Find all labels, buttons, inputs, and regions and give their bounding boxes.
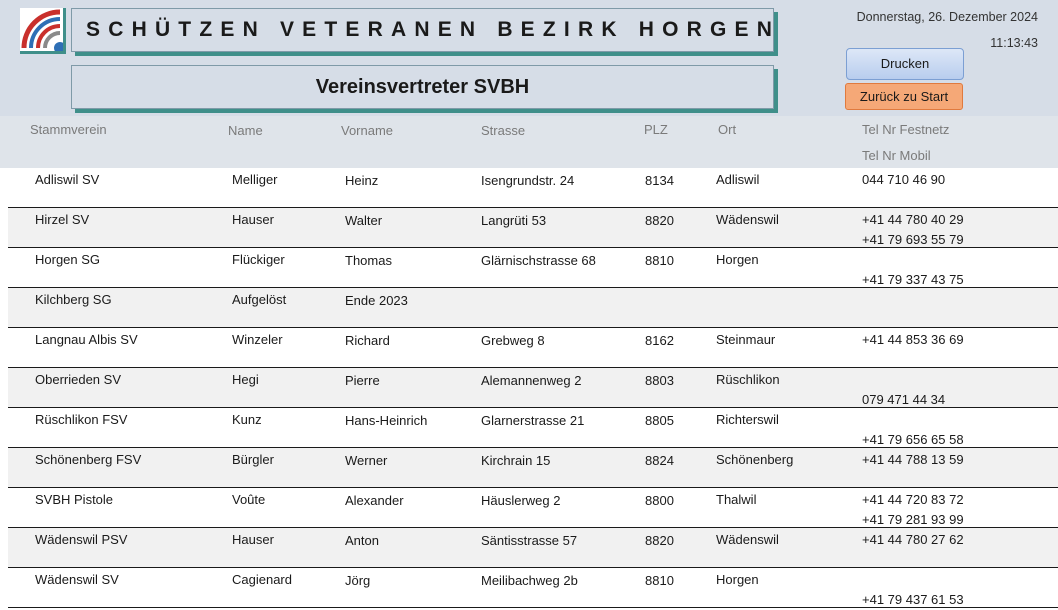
cell-ort: Wädenswil <box>716 532 779 547</box>
cell-stammverein: Schönenberg FSV <box>35 452 142 467</box>
cell-name: Kunz <box>232 412 262 427</box>
cell-name: Hauser <box>232 532 274 547</box>
cell-name: Winzeler <box>232 332 283 347</box>
cell-plz: 8162 <box>645 333 674 348</box>
cell-stammverein: Wädenswil PSV <box>35 532 128 547</box>
cell-mobil: +41 79 337 43 75 <box>862 272 964 287</box>
cell-vorname: Alexander <box>345 493 404 508</box>
current-date: Donnerstag, 26. Dezember 2024 <box>856 10 1038 24</box>
cell-strasse: Glarnerstrasse 21 <box>481 413 585 428</box>
table-row[interactable] <box>8 568 1058 608</box>
cell-stammverein: Horgen SG <box>35 252 101 267</box>
column-header-festnetz: Tel Nr Festnetz <box>862 122 950 137</box>
cell-plz: 8810 <box>645 253 674 268</box>
table-row[interactable] <box>8 288 1058 328</box>
cell-vorname: Richard <box>345 333 390 348</box>
cell-strasse: Glärnischstrasse 68 <box>481 253 596 268</box>
cell-vorname: Walter <box>345 213 383 228</box>
cell-ort: Wädenswil <box>716 212 779 227</box>
cell-strasse: Isengrundstr. 24 <box>481 173 575 188</box>
cell-festnetz: +41 44 780 27 62 <box>862 532 964 547</box>
cell-vorname: Ende 2023 <box>345 293 408 308</box>
table-row[interactable] <box>8 488 1058 528</box>
cell-plz: 8134 <box>645 173 674 188</box>
cell-ort: Rüschlikon <box>716 372 780 387</box>
cell-stammverein: Adliswil SV <box>35 172 100 187</box>
cell-stammverein: Rüschlikon FSV <box>35 412 128 427</box>
cell-ort: Adliswil <box>716 172 760 187</box>
cell-mobil: +41 79 693 55 79 <box>862 232 964 247</box>
cell-strasse: Kirchrain 15 <box>481 453 551 468</box>
column-header-plz: PLZ <box>644 122 668 137</box>
cell-plz: 8824 <box>645 453 674 468</box>
cell-festnetz: +41 44 780 40 29 <box>862 212 964 227</box>
cell-plz: 8810 <box>645 573 674 588</box>
cell-ort: Schönenberg <box>716 452 794 467</box>
column-header-strasse: Strasse <box>481 123 526 138</box>
column-header-stammverein: Stammverein <box>30 122 107 137</box>
table-row[interactable] <box>8 408 1058 448</box>
cell-strasse: Grebweg 8 <box>481 333 545 348</box>
print-button[interactable]: Drucken <box>846 48 964 80</box>
cell-festnetz: +41 44 853 36 69 <box>862 332 964 347</box>
table-row[interactable] <box>8 248 1058 288</box>
cell-festnetz: 044 710 46 90 <box>862 172 946 187</box>
cell-name: Cagienard <box>232 572 292 587</box>
cell-strasse: Alemannenweg 2 <box>481 373 582 388</box>
table-row[interactable] <box>8 368 1058 408</box>
cell-stammverein: Langnau Albis SV <box>35 332 138 347</box>
cell-stammverein: Kilchberg SG <box>35 292 112 307</box>
cell-vorname: Werner <box>345 453 388 468</box>
cell-ort: Horgen <box>716 572 759 587</box>
cell-plz: 8800 <box>645 493 674 508</box>
cell-name: Melliger <box>232 172 278 187</box>
cell-ort: Steinmaur <box>716 332 776 347</box>
cell-name: Voûte <box>232 492 266 507</box>
table-row[interactable] <box>8 448 1058 488</box>
page-subtitle: Vereinsvertreter SVBH <box>315 75 530 98</box>
page-subtitle-box <box>71 65 774 109</box>
cell-vorname: Anton <box>345 533 379 548</box>
column-header-ort: Ort <box>718 122 737 137</box>
cell-strasse: Meilibachweg 2b <box>481 573 578 588</box>
cell-vorname: Hans-Heinrich <box>345 413 428 428</box>
cell-mobil: +41 79 281 93 99 <box>862 512 964 527</box>
back-to-start-button[interactable]: Zurück zu Start <box>845 83 963 110</box>
cell-strasse: Häuslerweg 2 <box>481 493 561 508</box>
table-row[interactable] <box>8 168 1058 208</box>
page-title-box <box>71 8 781 52</box>
cell-vorname: Heinz <box>345 173 379 188</box>
cell-stammverein: Hirzel SV <box>35 212 90 227</box>
page-title: SCHÜTZEN VETERANEN BEZIRK HORGEN <box>86 18 781 41</box>
cell-vorname: Pierre <box>345 373 380 388</box>
cell-plz: 8803 <box>645 373 674 388</box>
cell-festnetz: +41 44 788 13 59 <box>862 452 964 467</box>
cell-strasse: Säntisstrasse 57 <box>481 533 578 548</box>
cell-strasse: Langrüti 53 <box>481 213 547 228</box>
cell-name: Bürgler <box>232 452 274 467</box>
cell-ort: Richterswil <box>716 412 779 427</box>
table-row[interactable] <box>8 328 1058 368</box>
cell-name: Flückiger <box>232 252 285 267</box>
cell-vorname: Jörg <box>345 573 371 588</box>
table-row[interactable] <box>8 528 1058 568</box>
current-time: 11:13:43 <box>990 36 1038 50</box>
cell-ort: Horgen <box>716 252 759 267</box>
cell-mobil: 079 471 44 34 <box>862 392 946 407</box>
cell-plz: 8805 <box>645 413 674 428</box>
cell-festnetz: +41 44 720 83 72 <box>862 492 964 507</box>
cell-mobil: +41 79 437 61 53 <box>862 592 964 607</box>
cell-stammverein: Wädenswil SV <box>35 572 119 587</box>
cell-plz: 8820 <box>645 213 674 228</box>
cell-name: Hauser <box>232 212 274 227</box>
cell-name: Aufgelöst <box>232 292 287 307</box>
cell-stammverein: Oberrieden SV <box>35 372 121 387</box>
column-header-vorname: Vorname <box>341 123 394 138</box>
club-logo-icon <box>20 8 66 54</box>
cell-vorname: Thomas <box>345 253 392 268</box>
column-header-mobil: Tel Nr Mobil <box>862 148 931 163</box>
cell-stammverein: SVBH Pistole <box>35 492 114 507</box>
cell-name: Hegi <box>232 372 259 387</box>
cell-plz: 8820 <box>645 533 674 548</box>
column-header-name: Name <box>228 123 263 138</box>
cell-ort: Thalwil <box>716 492 757 507</box>
cell-mobil: +41 79 656 65 58 <box>862 432 964 447</box>
table-row[interactable] <box>8 208 1058 248</box>
